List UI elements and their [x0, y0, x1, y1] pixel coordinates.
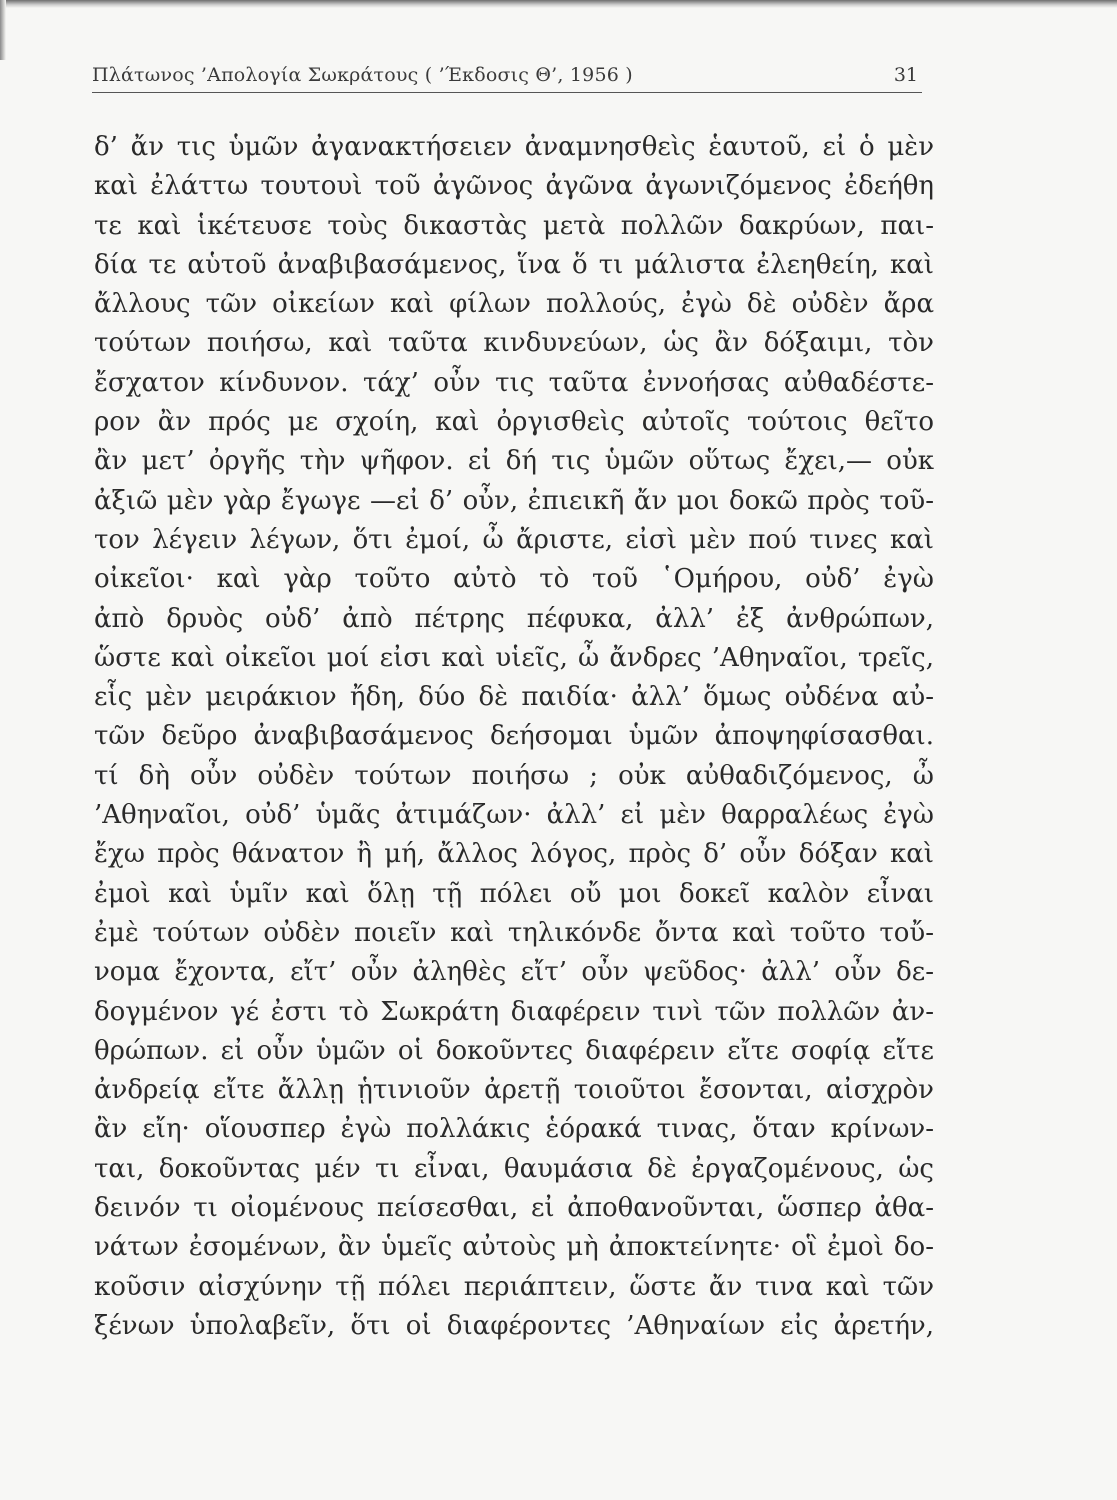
text-line: ται, δοκοῦντας μέν τι εἶναι, θαυμάσια δὲ ἐργαζομένους, ὡς	[94, 1153, 934, 1184]
scan-edge-top	[0, 0, 1117, 8]
text-line: τον λέγειν λέγων, ὅτι ἐμοί, ὦ ἄριστε, εἰσὶ μὲν πού τινες καὶ	[94, 524, 934, 555]
running-head-title: Πλάτωνος ’Απολογία Σωκράτους ( ’Έκδοσις Θ’, 1956 )	[92, 64, 633, 86]
text-line: τε καὶ ἱκέτευσε τοὺς δικαστὰς μετὰ πολλῶν δακρύων, παι-	[94, 210, 934, 241]
text-line: τῶν δεῦρο ἀναβιβασάμενος δεήσομαι ὑμῶν ἀποψηφίσασθαι.	[94, 721, 934, 752]
text-line: δ’ ἄν τις ὑμῶν ἀγανακτήσειεν ἀναμνησθεὶς ἑαυτοῦ, εἰ ὁ μὲν	[94, 132, 934, 162]
text-line: θρώπων. εἰ οὖν ὑμῶν οἱ δοκοῦντες διαφέρειν εἴτε σοφίᾳ εἴτε	[94, 1035, 934, 1066]
text-line: ἔσχατον κίνδυνον. τάχ’ οὖν τις ταῦτα ἐννοήσας αὐθαδέστε-	[94, 367, 934, 398]
text-line: ’Αθηναῖοι, οὐδ’ ὑμᾶς ἀτιμάζων· ἀλλ’ εἰ μὲν θαρραλέως ἐγὼ	[94, 800, 934, 831]
text-line: ρον ἂν πρός με σχοίη, καὶ ὀργισθεὶς αὐτοῖς τούτοις θεῖτο	[94, 407, 934, 438]
text-line: ἀπὸ δρυὸς οὐδ’ ἀπὸ πέτρης πέφυκα, ἀλλ’ ἐξ ἀνθρώπων,	[94, 603, 934, 634]
text-line: ἔχω πρὸς θάνατον ἢ μή, ἄλλος λόγος, πρὸς δ’ οὖν δόξαν καὶ	[94, 839, 934, 870]
text-line: οἰκεῖοι· καὶ γὰρ τοῦτο αὐτὸ τὸ τοῦ ῾Ομήρου, οὐδ’ ἐγὼ	[94, 564, 934, 595]
text-line: ἄλλους τῶν οἰκείων καὶ φίλων πολλούς, ἐγὼ δὲ οὐδὲν ἄρα	[94, 289, 934, 320]
text-line: καὶ ἐλάττω τουτουὶ τοῦ ἀγῶνος ἀγῶνα ἀγωνιζόμενος ἐδεήθη	[94, 171, 934, 202]
text-line: νάτων ἐσομένων, ἂν ὑμεῖς αὐτοὺς μὴ ἀποκτείνητε· οἳ ἐμοὶ δο-	[94, 1232, 934, 1263]
text-line: δία τε αὑτοῦ ἀναβιβασάμενος, ἵνα ὅ τι μάλιστα ἐλεηθείη, καὶ	[94, 249, 934, 280]
text-line: ἐμοὶ καὶ ὑμῖν καὶ ὅλῃ τῇ πόλει οὔ μοι δοκεῖ καλὸν εἶναι	[94, 878, 934, 909]
text-line: ἂν μετ’ ὀργῆς τὴν ψῆφον. εἰ δή τις ὑμῶν οὕτως ἔχει,— οὐκ	[94, 446, 934, 477]
text-line: νομα ἔχοντα, εἴτ’ οὖν ἀληθὲς εἴτ’ οὖν ψεῦδος· ἀλλ’ οὖν δε-	[94, 957, 934, 988]
text-line: ἂν εἴη· οἵουσπερ ἐγὼ πολλάκις ἑόρακά τινας, ὅταν κρίνων-	[94, 1114, 934, 1145]
page-number: 31	[893, 64, 918, 86]
text-line: τούτων ποιήσω, καὶ ταῦτα κινδυνεύων, ὡς ἂν δόξαιμι, τὸν	[94, 328, 934, 359]
text-line: τί δὴ οὖν οὐδὲν τούτων ποιήσω ; οὐκ αὐθαδιζόμενος, ὦ	[94, 760, 934, 791]
text-line: ἐμὲ τούτων οὐδὲν ποιεῖν καὶ τηλικόνδε ὄντα καὶ τοῦτο τοὔ-	[94, 917, 934, 948]
text-line: δογμένον γέ ἐστι τὸ Σωκράτη διαφέρειν τινὶ τῶν πολλῶν ἀν-	[94, 996, 934, 1027]
running-head	[92, 62, 922, 93]
text-line: ὥστε καὶ οἰκεῖοι μοί εἰσι καὶ υἱεῖς, ὦ ἄνδρες ’Αθηναῖοι, τρεῖς,	[94, 642, 934, 673]
text-line: δεινόν τι οἰομένους πείσεσθαι, εἰ ἀποθανοῦνται, ὥσπερ ἀθα-	[94, 1193, 934, 1224]
text-line: ἀξιῶ μὲν γὰρ ἔγωγε —εἰ δ’ οὖν, ἐπιεικῆ ἄν μοι δοκῶ πρὸς τοῦ-	[94, 485, 934, 516]
text-line: εἷς μὲν μειράκιον ἤδη, δύο δὲ παιδία· ἀλλ’ ὅμως οὐδένα αὐ-	[94, 682, 934, 713]
text-line: κοῦσιν αἰσχύνην τῇ πόλει περιάπτειν, ὥστε ἄν τινα καὶ τῶν	[94, 1271, 934, 1302]
body-text	[94, 128, 934, 1346]
text-line: ἀνδρείᾳ εἴτε ἄλλῃ ᾑτινιοῦν ἀρετῇ τοιοῦτοι ἔσονται, αἰσχρὸν	[94, 1075, 934, 1106]
scan-edge-left	[0, 0, 6, 60]
text-line: ξένων ὑπολαβεῖν, ὅτι οἱ διαφέροντες ’Αθηναίων εἰς ἀρετήν,	[94, 1310, 934, 1341]
